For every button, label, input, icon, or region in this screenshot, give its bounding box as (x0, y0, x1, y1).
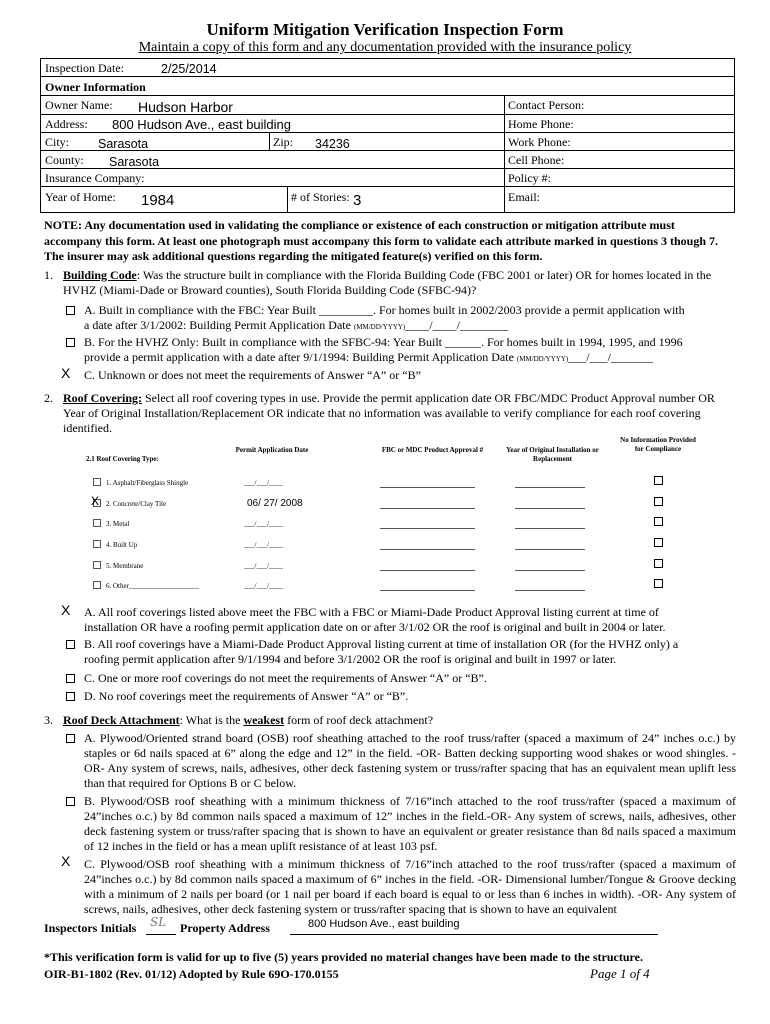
roof-row-5-noinfo-checkbox[interactable] (654, 559, 663, 568)
cell-phone-label: Cell Phone: (508, 153, 565, 167)
year-of-home-value[interactable]: 1984 (141, 192, 175, 209)
roof-row-5-date[interactable]: ___/___/____ (244, 562, 283, 570)
q1-b-date-blank: ___/___/_______ (568, 350, 653, 364)
roof-row-4-noinfo-checkbox[interactable] (654, 538, 663, 547)
q2-b-line1: B. All roof coverings have a Miami-Dade Product Approval listing current at time of installation OR (for the HVHZ only) a (84, 637, 679, 651)
email-label: Email: (508, 190, 540, 204)
city-value[interactable]: Sarasota (98, 137, 149, 151)
q1-a-date-format: (MM/DD/YYYY) (353, 323, 406, 331)
roof-col-permit: Permit Application Date (235, 446, 309, 454)
q2-d-text: D. No roof coverings meet the requirements of Answer “A” or “B”. (84, 689, 409, 703)
roof-row-5-year-line[interactable] (515, 570, 585, 571)
q3-weakest: weakest (243, 713, 285, 727)
county-label: County: (45, 153, 84, 167)
zip-label: Zip: (273, 135, 293, 149)
roof-row-1-noinfo-checkbox[interactable] (654, 476, 663, 485)
roof-row-3-label: 3. Metal (106, 520, 130, 528)
q2-question: Select all roof covering types in use. Provide the permit application date OR FBC/MDC Product Approval number OR Year of Original Installation/Replacement OR indicate that no information was available to verify compliance for each roof covering identified. (63, 391, 715, 435)
q3-a-text: A. Plywood/Oriented strand board (OSB) roof sheathing attached to the roof truss/rafter (spaced a maximum of 24” inches o.c.) by staples or 6d nails spaced at 6” along the edge and 12” in the field. -OR- Batten decking supporting wood shakes or wood shingles. -OR- Any system of screws, nails, adhesives, other deck fastening system or truss/rafter spacing that has an equivalent mean uplift less than that required for Options B or C below. (84, 731, 736, 790)
q1-b-line2 (84, 350, 653, 367)
page-number: Page 1 of 4 (590, 966, 650, 981)
q2-b-checkbox[interactable] (66, 640, 75, 649)
roof-row-5-checkbox[interactable] (93, 561, 101, 569)
q1-heading: Building Code (63, 268, 137, 282)
owner-name-value[interactable]: Hudson Harbor (138, 99, 233, 115)
stories-value[interactable]: 3 (353, 192, 362, 209)
q2-b-line2: roofing permit application after 9/1/1994 and before 3/1/2002 OR the roof is original and built in 1997 or later. (84, 652, 617, 666)
roof-row-5-label: 5. Membrane (106, 562, 144, 570)
roof-row-3-date[interactable]: ___/___/____ (244, 520, 283, 528)
q2-a-checkbox-checked[interactable]: X (61, 602, 71, 618)
q1-b-line1: B. For the HVHZ Only: Built in compliance with the SFBC-94: Year Built ______. For homes built in 1994, 1995, and 1996 (84, 335, 683, 349)
roof-col-type: 2.1 Roof Covering Type: (86, 455, 159, 463)
roof-col-fbc: FBC or MDC Product Approval # (381, 446, 484, 454)
zip-value[interactable]: 34236 (315, 137, 350, 151)
q1-question: : Was the structure built in compliance with the Florida Building Code (FBC 2001 or later) OR for homes located in the HVHZ (Miami-Dade or Broward counties), South Florida Building Code (SFBC-94)? (63, 268, 712, 297)
roof-row-6-year-line[interactable] (515, 590, 585, 591)
q2-number: 2. (44, 391, 53, 405)
roof-row-4-date[interactable]: ___/___/____ (244, 541, 283, 549)
roof-row-1-checkbox[interactable] (93, 478, 101, 486)
roof-row-1-label: 1. Asphalt/Fiberglass Shingle (106, 479, 189, 487)
q1-a-text: a date after 3/1/2002: Building Permit Application Date (84, 318, 351, 332)
owner-info-heading: Owner Information (45, 80, 146, 94)
address-value[interactable]: 800 Hudson Ave., east building (112, 117, 292, 132)
q1-a-line1: A. Built in compliance with the FBC: Year Built _________. For homes built in 2002/2003 provide a permit application with (84, 303, 685, 317)
roof-row-6-checkbox[interactable] (93, 581, 101, 589)
q2-a-line1: A. All roof coverings listed above meet the FBC with a FBC or Miami-Dade Product Approval listing current at time of (84, 605, 659, 619)
roof-row-3-noinfo-checkbox[interactable] (654, 517, 663, 526)
roof-row-6-fbc-line[interactable] (380, 590, 475, 591)
q1-text (63, 268, 735, 298)
q3-a-checkbox[interactable] (66, 734, 75, 743)
form-title: Uniform Mitigation Verification Inspection Form (206, 20, 564, 39)
owner-name-label: Owner Name: (45, 98, 113, 112)
roof-row-2-mark: X (91, 494, 100, 508)
inspector-initials-label: Inspectors Initials (44, 921, 137, 935)
q3-c-checkbox-checked[interactable]: X (61, 853, 71, 869)
roof-row-1-fbc-line[interactable] (380, 487, 475, 488)
roof-col-year: Year of Original Installation or Replacement (506, 446, 599, 463)
stories-label: # of Stories: (291, 190, 350, 204)
form-subtitle: Maintain a copy of this form and any documentation provided with the insurance policy (138, 40, 632, 55)
q2-text (63, 391, 735, 436)
roof-row-2-date[interactable]: 06/ 27/ 2008 (247, 498, 303, 509)
roof-row-4-checkbox[interactable] (93, 540, 101, 548)
q1-c-text: C. Unknown or does not meet the requirements of Answer “A” or “B” (84, 368, 421, 382)
roof-row-6-date[interactable]: ___/___/____ (244, 582, 283, 590)
roof-row-3-fbc-line[interactable] (380, 528, 475, 529)
property-address-line (290, 934, 658, 935)
inspector-initials-line (146, 934, 176, 935)
roof-row-6-label: 6. Other____________________ (106, 582, 199, 590)
q2-c-checkbox[interactable] (66, 674, 75, 683)
owner-info-grid (40, 58, 735, 213)
roof-row-2-fbc-line[interactable] (380, 508, 475, 509)
policy-label: Policy #: (508, 171, 552, 185)
roof-row-4-label: 4. Built Up (106, 541, 138, 549)
roof-col-noinfo: No Information Provided for Compliance (620, 436, 696, 453)
q3-c-text: C. Plywood/OSB roof sheathing with a minimum thickness of 7/16”inch attached to the roof truss/rafter (spaced a maximum of 24”inches o.c.) by 8d common nails spaced a maximum of 6” inches in the field. -OR- Dimensional lumber/Tongue & Groove decking with a minimum of 2 nails per board (or 1 nail per board if each board is equal to or less than 6 inches in width). -OR- Any system of screws, nails, adhesives, other deck fastening system or truss/rafter spacing that is shown to have an equivalent (84, 857, 736, 916)
note-text: NOTE: Any documentation used in validating the compliance or existence of each construction or mitigation attribute must accompany this form. At least one photograph must accompany this form to validate each attribute marked in questions 3 though 7. The insurer may ask additional questions regarding the mitigated feature(s) verified on this form. (44, 218, 719, 263)
roof-row-2-year-line[interactable] (515, 508, 585, 509)
q3-b-checkbox[interactable] (66, 797, 75, 806)
insurance-company-label: Insurance Company: (45, 171, 145, 185)
form-id: OIR-B1-1802 (Rev. 01/12) Adopted by Rule 69O-170.0155 (44, 967, 339, 981)
validity-note: *This verification form is valid for up to five (5) years provided no material changes have been made to the structure. (44, 950, 643, 964)
inspection-date-label: Inspection Date: (45, 61, 124, 75)
roof-row-2-noinfo-checkbox[interactable] (654, 497, 663, 506)
q3-heading: Roof Deck Attachment (63, 713, 180, 727)
inspector-initials-value[interactable]: SL (150, 915, 167, 929)
roof-row-1-year-line[interactable] (515, 487, 585, 488)
q1-a-line2 (84, 318, 508, 335)
q1-b-date-format: (MM/DD/YYYY) (516, 355, 569, 363)
q2-c-text: C. One or more roof coverings do not meet the requirements of Answer “A” or “B”. (84, 671, 487, 685)
q3-b-text: B. Plywood/OSB roof sheathing with a minimum thickness of 7/16”inch attached to the roof truss/rafter (spaced a maximum of 24”inches o.c.) by 8d common nails spaced a maximum of 12” inches in the field.-OR- Any system of screws, nails, adhesives, other deck fastening system or truss/rafter spacing that is shown to have an equivalent or greater resistance than 8d nails spaced a maximum of 12 inches in the field or has a mean uplift resistance of at least 103 psf. (84, 794, 736, 853)
q3-number: 3. (44, 713, 53, 727)
q2-heading: Roof Covering: (63, 391, 142, 405)
inspection-date-value[interactable]: 2/25/2014 (161, 62, 217, 76)
property-address-label: Property Address (180, 921, 270, 935)
q2-a-line2: installation OR have a roofing permit application date on or after 3/1/02 OR the roof is original and built in 2004 or later. (84, 620, 666, 634)
roof-row-5-fbc-line[interactable] (380, 570, 475, 571)
q1-number: 1. (44, 268, 53, 282)
q1-b-checkbox[interactable] (66, 338, 75, 347)
q2-d-checkbox[interactable] (66, 692, 75, 701)
q1-c-checkbox-checked[interactable]: X (61, 365, 71, 381)
work-phone-label: Work Phone: (508, 135, 571, 149)
roof-row-1-date[interactable]: ___/___/____ (244, 479, 283, 487)
home-phone-label: Home Phone: (508, 117, 574, 131)
q1-a-date-blank: ____/____/________ (405, 318, 508, 332)
roof-row-3-year-line[interactable] (515, 528, 585, 529)
city-label: City: (45, 135, 70, 149)
q3-question-post: form of roof deck attachment? (284, 713, 434, 727)
q1-a-checkbox[interactable] (66, 306, 75, 315)
year-of-home-label: Year of Home: (45, 190, 116, 204)
roof-row-2-label: 2. Concrete/Clay Tile (106, 500, 167, 508)
roof-row-3-checkbox[interactable] (93, 519, 101, 527)
county-value[interactable]: Sarasota (109, 155, 160, 169)
address-label: Address: (45, 117, 88, 131)
q3-question-pre: : What is the (179, 713, 244, 727)
roof-row-6-noinfo-checkbox[interactable] (654, 579, 663, 588)
q1-b-text: provide a permit application with a date after 9/1/1994: Building Permit Application Date (84, 350, 514, 364)
roof-row-4-fbc-line[interactable] (380, 549, 475, 550)
property-address-value[interactable]: 800 Hudson Ave., east building (308, 918, 460, 930)
contact-person-label: Contact Person: (508, 98, 585, 112)
roof-row-4-year-line[interactable] (515, 549, 585, 550)
q3-text (63, 713, 735, 728)
